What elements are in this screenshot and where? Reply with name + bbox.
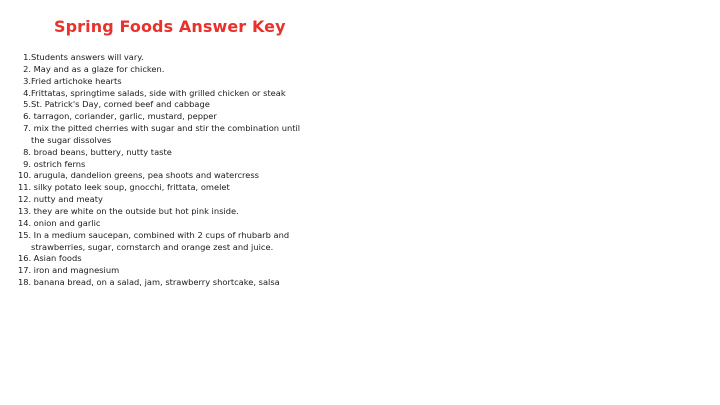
answer-text-line: Fried artichoke hearts [31, 75, 122, 86]
answer-item [18, 159, 318, 171]
answer-item [18, 230, 318, 254]
answer-item [18, 52, 318, 64]
answer-text [31, 277, 318, 289]
answer-number: 12. [18, 194, 32, 205]
answer-number: 10. [18, 170, 32, 181]
answer-text-line: strawberries, sugar, cornstarch and orange zest and juice. [31, 241, 274, 252]
answer-text-line: onion and garlic [31, 217, 101, 228]
answer-text-line: In a medium saucepan, combined with 2 cups of rhubarb and [31, 229, 290, 240]
answer-number: 11. [18, 182, 32, 193]
answer-number: 15. [18, 229, 32, 240]
answer-text [31, 170, 318, 182]
answer-text-line: arugula, dandelion greens, pea shoots and watercress [31, 170, 259, 181]
answer-text-line: Asian foods [31, 253, 82, 264]
answer-text [31, 253, 318, 265]
answer-item [18, 99, 318, 111]
answer-text-line: St. Patrick's Day, corned beef and cabbage [31, 99, 210, 110]
answer-text [31, 76, 318, 88]
answer-text [31, 88, 318, 100]
answer-item [18, 111, 318, 123]
answer-item [18, 123, 318, 147]
answer-text-line: ostrich ferns [31, 158, 86, 169]
answer-text-line: tarragon, coriander, garlic, mustard, pepper [31, 111, 217, 122]
answer-item [18, 147, 318, 159]
answer-number: 18. [18, 277, 32, 288]
answer-item [18, 253, 318, 265]
answer-text-line: mix the pitted cherries with sugar and stir the combination until [31, 123, 301, 134]
answer-text [31, 182, 318, 194]
answer-text [31, 111, 318, 123]
answer-text [31, 64, 318, 76]
answer-number: 9. [23, 158, 31, 169]
answer-number: 7. [23, 123, 31, 134]
answer-text-line: iron and magnesium [31, 265, 120, 276]
answer-number: 4. [23, 87, 31, 98]
answer-item [18, 206, 318, 218]
answer-text-line: the sugar dissolves [31, 134, 112, 145]
answer-number: 16. [18, 253, 32, 264]
answer-number: 13. [18, 205, 32, 216]
answer-text [31, 218, 318, 230]
answer-text [31, 230, 318, 254]
answer-item [18, 64, 318, 76]
answer-item [18, 277, 318, 289]
answer-text [31, 159, 318, 171]
answer-text [31, 147, 318, 159]
answer-number: 3. [23, 75, 31, 86]
answer-list [18, 52, 318, 289]
answer-text-line: they are white on the outside but hot pink inside. [31, 205, 239, 216]
answer-text-line: Frittatas, springtime salads, side with grilled chicken or steak [31, 87, 286, 98]
answer-text-line: banana bread, on a salad, jam, strawberry shortcake, salsa [31, 277, 280, 288]
answer-text [31, 52, 318, 64]
answer-text-line: May and as a glaze for chicken. [31, 63, 165, 74]
answer-text-line: broad beans, buttery, nutty taste [31, 146, 172, 157]
answer-number: 6. [23, 111, 31, 122]
answer-text [31, 206, 318, 218]
answer-text-line: Students answers will vary. [31, 52, 144, 62]
slide-title: Spring Foods Answer Key [54, 17, 286, 36]
answer-item [18, 76, 318, 88]
answer-item [18, 170, 318, 182]
answer-text [31, 265, 318, 277]
answer-text-line: nutty and meaty [31, 194, 103, 205]
answer-item [18, 88, 318, 100]
answer-number: 8. [23, 146, 31, 157]
answer-number: 2. [23, 63, 31, 74]
answer-number: 17. [18, 265, 32, 276]
answer-text-line: silky potato leek soup, gnocchi, frittata, omelet [31, 182, 230, 193]
answer-text [31, 99, 318, 111]
answer-item [18, 218, 318, 230]
answer-item [18, 182, 318, 194]
answer-number: 1. [23, 52, 31, 62]
answer-text [31, 194, 318, 206]
answer-number: 14. [18, 217, 32, 228]
answer-item [18, 194, 318, 206]
answer-number: 5. [23, 99, 31, 110]
answer-item [18, 265, 318, 277]
answer-text [31, 123, 318, 147]
